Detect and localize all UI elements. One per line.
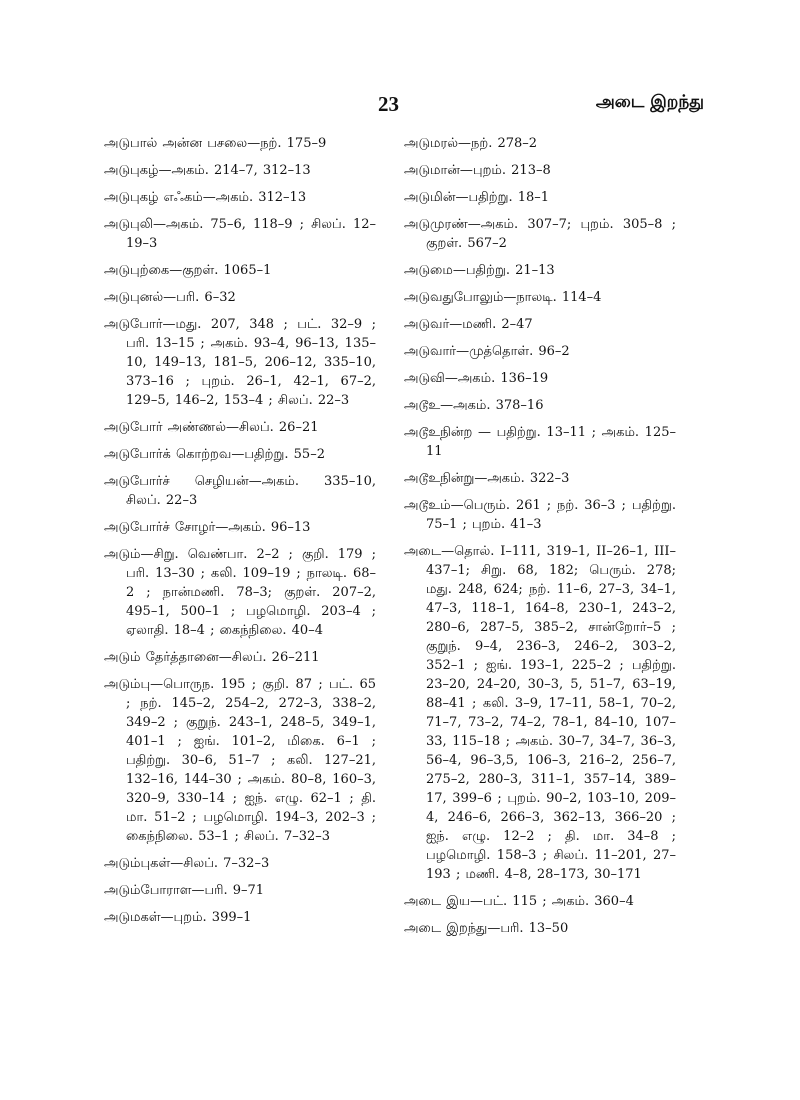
index-entry: அடுவர்—மணி. 2–47: [404, 317, 533, 332]
index-entry: அடுபோர்ச் செழியன்—அகம். 335–10, சிலப். 22–3: [104, 474, 376, 508]
index-entry: அடுபுற்கை—குறள். 1065–1: [104, 263, 272, 278]
index-entry: அடுமின்—பதிற்று. 18–1: [404, 190, 550, 205]
index-column-left: [104, 134, 376, 927]
index-entry: அடூஉ—அகம். 378–16: [404, 398, 544, 413]
index-entry: அடுமுரண்—அகம். 307–7; புறம். 305–8 ; குறள். 567–2: [404, 217, 676, 251]
index-entry: அடை இறந்து—பரி. 13–50: [404, 921, 569, 936]
index-entry: அடுபோர்க் கொற்றவ—பதிற்று. 55–2: [104, 447, 325, 462]
index-entry: அடுபோர் அண்ணல்—சிலப். 26–21: [104, 420, 319, 435]
running-head: அடை இறந்து: [595, 92, 704, 112]
page-header: [0, 92, 800, 124]
index-entry: அடுவார்—முத்தொள். 96–2: [404, 344, 570, 359]
index-entry: அடும் தேர்த்தானை—சிலப். 26–211: [104, 650, 320, 665]
index-entry: அடுவி—அகம். 136–19: [404, 371, 549, 386]
page-number: 23: [378, 92, 399, 116]
index-entry: அடுமகள்—புறம். 399–1: [104, 910, 252, 925]
index-entry: அடை—தொல். I–111, 319–1, II–26–1, III–437–1; சிறு. 68, 182; பெரும். 278; மது. 248, 624; நற். 11–6, 27–3, 34–1, 47–3, 118–1, 164–8, 230–1, 243–2, 280–6, 287–5, 385–2, சான்றோர்–5 ; குறுந். 9–4, 236–3, 246–2, 303–2, 352–1 ; ஐங். 193–1, 225–2 ; பதிற்று. 23–20, 24–20, 30–3, 5, 51–7, 63–19, 88–41 ; கலி. 3–9, 17–11, 58–1, 70–2, 71–7, 73–2, 74–2, 78–1, 84–10, 107–33, 115–18 ; அகம். 30–7, 34–7, 36–3, 56–4, 96–3,5, 106–3, 216–2, 256–7, 275–2, 280–3, 311–1, 357–14, 389–17, 399–6 ; புறம். 90–2, 103–10, 209–4, 246–6, 266–3, 362–13, 366–20 ; ஐந். எழு. 12–2 ; தி. மா. 34–8 ; பழமொழி. 158–3 ; சிலப். 11–201, 27–193 ; மணி. 4–8, 28–173, 30–171: [404, 544, 676, 882]
index-column-right: [404, 134, 676, 938]
index-entry: அடும்போராள—பரி. 9–71: [104, 883, 265, 898]
index-entry: அடும்பு—பொருந. 195 ; குறி. 87 ; பட். 65 ; நற். 145–2, 254–2, 272–3, 338–2, 349–2 ; குறுந். 243–1, 248–5, 349–1, 401–1 ; ஐங். 101–2, மிகை. 6–1 ; பதிற்று. 30–6, 51–7 ; கலி. 127–21, 132–16, 144–30 ; அகம். 80–8, 160–3, 320–9, 330–14 ; ஐந். எழு. 62–1 ; தி. மா. 51–2 ; பழமொழி. 194–3, 202–3 ; கைந்நிலை. 53–1 ; சிலப். 7–32–3: [104, 677, 376, 844]
index-entry: அடுபுகழ்—அகம். 214–7, 312–13: [104, 163, 311, 178]
index-entry: அடுமை—பதிற்று. 21–13: [404, 263, 555, 278]
index-entry: அடும்புகள்—சிலப். 7–32–3: [104, 856, 270, 871]
index-entry: அடுபுலி—அகம். 75–6, 118–9 ; சிலப். 12–19–3: [104, 217, 376, 251]
index-entry: அடூஉநின்ற — பதிற்று. 13–11 ; அகம். 125–11: [404, 425, 676, 459]
index-entry: அடுபோர்ச் சோழர்—அகம். 96–13: [104, 520, 311, 535]
index-entry: அடுபுனல்—பரி. 6–32: [104, 290, 236, 305]
index-entry: அடுபோர்—மது. 207, 348 ; பட். 32–9 ; பரி. 13–15 ; அகம். 93–4, 96–13, 135–10, 149–13, 181–5, 206–12, 335–10, 373–16 ; புறம். 26–1, 42–1, 67–2, 129–5, 146–2, 153–4 ; சிலப். 22–3: [104, 317, 376, 408]
index-entry: அடுமான்—புறம். 213–8: [404, 163, 551, 178]
index-entry: அடுபால் அன்ன பசலை—நற். 175–9: [104, 136, 327, 151]
index-entry: அடும்—சிறு. வெண்பா. 2–2 ; குறி. 179 ; பரி. 13–30 ; கலி. 109–19 ; நாலடி. 68–2 ; நான்மணி. 78–3; குறள். 207–2, 495–1, 500–1 ; பழமொழி. 203–4 ; ஏலாதி. 18–4 ; கைந்நிலை. 40–4: [104, 547, 376, 638]
index-entry: அடுவதுபோலும்—நாலடி. 114–4: [404, 290, 602, 305]
index-entry: அடூஉம்—பெரும். 261 ; நற். 36–3 ; பதிற்று. 75–1 ; புறம். 41–3: [404, 498, 676, 532]
index-entry: அடை இய—பட். 115 ; அகம். 360–4: [404, 894, 634, 909]
index-entry: அடுமரல்—நற். 278–2: [404, 136, 538, 151]
index-entry: அடுபுகழ் எஃகம்—அகம். 312–13: [104, 190, 307, 205]
index-entry: அடூஉநின்று—அகம். 322–3: [404, 471, 570, 486]
